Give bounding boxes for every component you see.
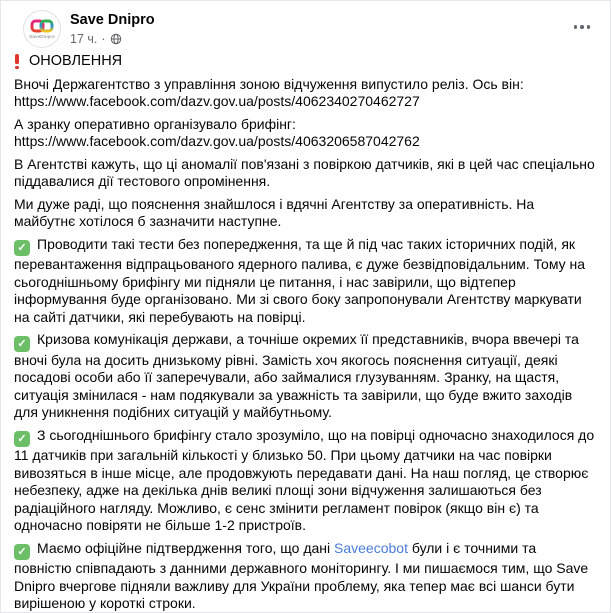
post-meta [70, 31, 155, 47]
release-link[interactable]: https://www.facebook.com/dazv.gov.ua/posts/4062340270462727 [14, 93, 420, 109]
release-intro-text: Вночі Держагентство з управління зоною відчуження випустило реліз. Ось він: [14, 75, 524, 92]
page-name-link[interactable]: Save Dnipro [70, 12, 155, 28]
globe-privacy-icon [110, 33, 122, 45]
check-item-text: З сьогоднішнього брифінгу стало зрозуміло, що на повірці одночасно знаходилося до 11 датчиків при загальній кількості у близько 50. При цьому датчики на час повірки вивозяться в інше місце, але продовжують передавати дані. На наш погляд, це створює небезпеку, адже на декілька днів великі площі зони відчуження залишаються без радіаційного нагляду. Можливо, є сенс змінити регламент повірок (якщо він є) та одночасно повіряти не більше 1-2 пристроїв. [14, 426, 595, 533]
check-item-text: Кризова комунікація держави, а точніше окремих її представників, вчора ввечері та вночі була на досить днизькому рівні. Замість хоч якогось пояснення ситуації, деякі посадові особи або її заперечували, або займалися глузуванням. Зранку, на щастя, ситуація змінилася - нам подякували за уважність та завірили, що буде вжито заходів для уникнення подібних ситуацій у майбутньому. [14, 331, 579, 420]
exclamation-icon [14, 54, 20, 69]
save-dnipro-logo-icon [30, 19, 54, 33]
update-heading [14, 53, 596, 71]
gratitude-paragraph: Ми дуже раді, що пояснення знайшлося і вдячні Агентству за оперативність. На майбутнє хотілося б зазначити наступне. [14, 195, 535, 229]
header-info [70, 10, 155, 47]
check-item-tests [14, 236, 596, 327]
check-item-sensors [14, 427, 596, 535]
avatar-brand-text: SaveDnipro [29, 34, 55, 39]
check-icon: ✓ [14, 544, 30, 560]
final-text-after: були і є точними та повністю співпадають з данними державного моніторингу. І ми пишаємося тим, що Save Dnipro вчергове підняли важливу для України проблему, яка тепер має всі шанси бути вирішеною у короткі строки. [14, 539, 589, 611]
check-item-confirmation [14, 540, 596, 613]
post-body [1, 50, 610, 613]
meta-separator: · [101, 32, 106, 46]
check-icon: ✓ [14, 336, 30, 352]
briefing-intro-text: А зранку оперативно організувало брифінг: [14, 115, 296, 132]
briefing-link[interactable]: https://www.facebook.com/dazv.gov.ua/posts/4063206587042762 [14, 133, 420, 149]
post-options-button[interactable] [570, 19, 595, 35]
agency-explanation-paragraph: В Агентстві кажуть, що ці аномалії пов'язані з повіркою датчиків, які в цей час спеціально піддавалися дії тестового опромінення. [14, 155, 595, 189]
final-text-before: Маємо офіційне підтвердження того, що дані [37, 539, 335, 556]
post-header [1, 1, 610, 50]
saveecobot-link[interactable]: Saveecobot [334, 539, 408, 556]
release-paragraph [14, 76, 596, 111]
check-item-communication [14, 331, 596, 422]
briefing-paragraph [14, 116, 596, 151]
check-icon: ✓ [14, 431, 30, 447]
check-item-text: Проводити такі тести без попередження, та ще й під час таких історичних подій, як перевантаження відпрацьованого ядерного палива, є дуже безвідповідальним. Тому на сьогоднішньому брифінгу ми підняли це питання, і нас завірили, що відтепер інформування буде організовано. Ми зі свого боку запропонували Агентству маркувати на сайті датчики, які перебувають на повірці. [14, 235, 586, 325]
check-icon: ✓ [14, 240, 30, 256]
page-avatar[interactable] [23, 10, 61, 48]
post-timestamp[interactable]: 17 ч. [70, 32, 98, 46]
update-label: ОНОВЛЕННЯ [29, 53, 123, 69]
